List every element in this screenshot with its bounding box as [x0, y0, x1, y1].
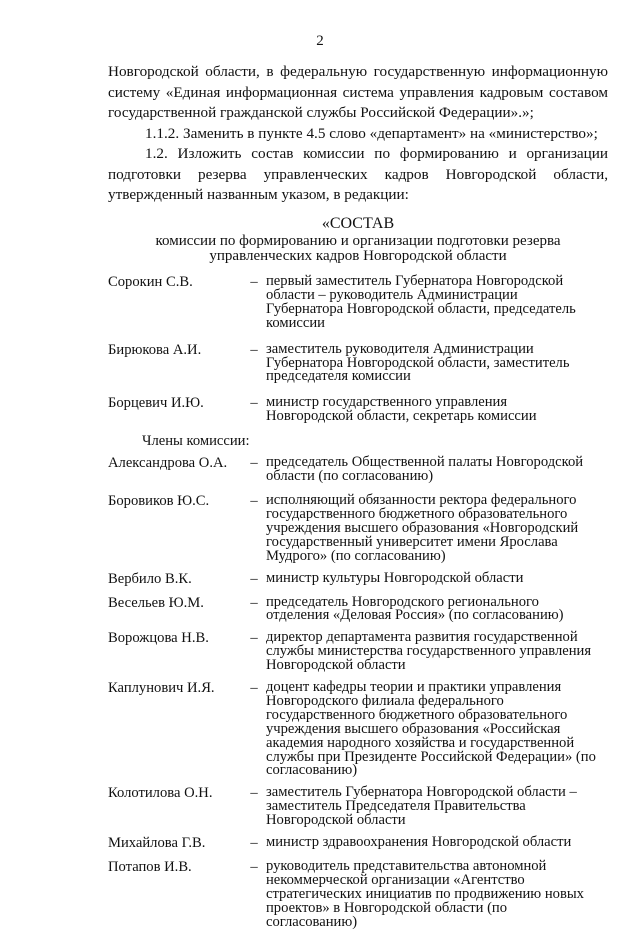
member-row: [108, 594, 608, 624]
commission-leaders: [108, 273, 608, 424]
member-name: Александрова О.А.: [108, 455, 228, 472]
member-name: Сорокин С.В.: [108, 274, 193, 290]
member-name: Каплунович И.Я.: [108, 680, 215, 697]
member-name: Потапов И.В.: [108, 859, 192, 876]
member-dash: –: [250, 630, 258, 647]
page-number: 2: [316, 33, 324, 49]
member-role: исполняющий обязанности ректора федерального государственного бюджетного образовательного учреждения высшего образования «Новгородский государственный университет имени Ярослава Мудрого» (по согласованию): [266, 491, 579, 564]
member-row: [108, 679, 608, 778]
intro-paragraph-3: 1.2. Изложить состав комиссии по формированию и организации подготовки резерва управленческих кадров Новгородской области, утвержденный названным указом, в редакции:: [108, 145, 608, 203]
member-row: [108, 341, 608, 385]
member-role: директор департамента развития государственной службы министерства государственного управления Новгородской области: [266, 629, 592, 674]
member-dash: –: [250, 859, 258, 876]
member-role: министр государственного управления Новгородской области, секретарь комиссии: [266, 394, 537, 425]
heading-subtitle-line-1: комиссии по формированию и организации подготовки резерва: [155, 233, 561, 249]
member-role: председатель Новгородского регионального отделения «Деловая Россия» (по согласованию): [266, 593, 564, 624]
member-name: Ворожцова Н.В.: [108, 630, 209, 647]
member-name: Бирюкова А.И.: [108, 341, 202, 358]
member-dash: –: [250, 594, 258, 611]
member-row: [108, 273, 608, 331]
member-row: [108, 570, 608, 588]
member-name: Борцевич И.Ю.: [108, 395, 204, 412]
member-dash: –: [250, 274, 258, 290]
member-dash: –: [250, 785, 258, 802]
commission-list: [108, 273, 608, 930]
member-role: председатель Общественной палаты Новгородской области (по согласованию): [266, 454, 584, 485]
member-dash: –: [250, 680, 258, 697]
member-role: заместитель Губернатора Новгородской области – заместитель Председателя Правительства Новгородской области: [266, 784, 577, 829]
member-dash: –: [250, 570, 258, 587]
members-label: Члены комиссии:: [142, 433, 250, 450]
member-name: Вербило В.К.: [108, 570, 192, 587]
intro-text: [108, 62, 608, 206]
member-dash: –: [250, 341, 258, 358]
heading-title: «СОСТАВ: [321, 215, 395, 232]
intro-paragraph-1: Новгородской области, в федеральную государственную информационную систему «Единая информационная система управления кадровым составом государственной гражданской службы Российской Федерации».»;: [108, 63, 608, 121]
intro-paragraph-2: 1.1.2. Заменить в пункте 4.5 слово «департамент» на «министерство»;: [145, 124, 598, 142]
member-dash: –: [250, 835, 258, 852]
member-name: Весельев Ю.М.: [108, 594, 204, 611]
member-row: [108, 492, 608, 564]
member-row: [108, 394, 608, 424]
composition-heading: [108, 214, 608, 264]
member-role: министр здравоохранения Новгородской области: [266, 834, 572, 851]
member-row: [108, 454, 608, 484]
member-dash: –: [250, 395, 258, 412]
member-row: [108, 784, 608, 828]
member-role: руководитель представительства автономной некоммерческой организации «Агентство стратегических инициатив по продвижению новых проектов» в Новгородской области (по согласованию): [266, 858, 584, 930]
member-role: министр культуры Новгородской области: [266, 569, 524, 586]
commission-members: [108, 454, 608, 929]
member-row: [108, 629, 608, 673]
member-name: Михайлова Г.В.: [108, 835, 206, 852]
member-role: заместитель руководителя Администрации Губернатора Новгородской области, заместитель председателя комиссии: [266, 340, 570, 385]
member-row: [108, 834, 608, 852]
member-dash: –: [250, 492, 258, 509]
member-name: Колотилова О.Н.: [108, 785, 213, 802]
member-dash: –: [250, 455, 258, 472]
heading-subtitle-line-2: управленческих кадров Новгородской области: [209, 248, 507, 264]
member-name: Боровиков Ю.С.: [108, 492, 210, 509]
member-role: доцент кафедры теории и практики управления Новгородского филиала федерального государственного бюджетного образовательного учреждения высшего образования «Российская академия народного хозяйства и государственной службы при Президенте Российской Федерации» (по согласованию): [266, 679, 596, 779]
member-role: первый заместитель Губернатора Новгородской области – руководитель Администрации Губернатора Новгородской области, председатель комиссии: [266, 273, 576, 331]
member-row: [108, 858, 608, 930]
